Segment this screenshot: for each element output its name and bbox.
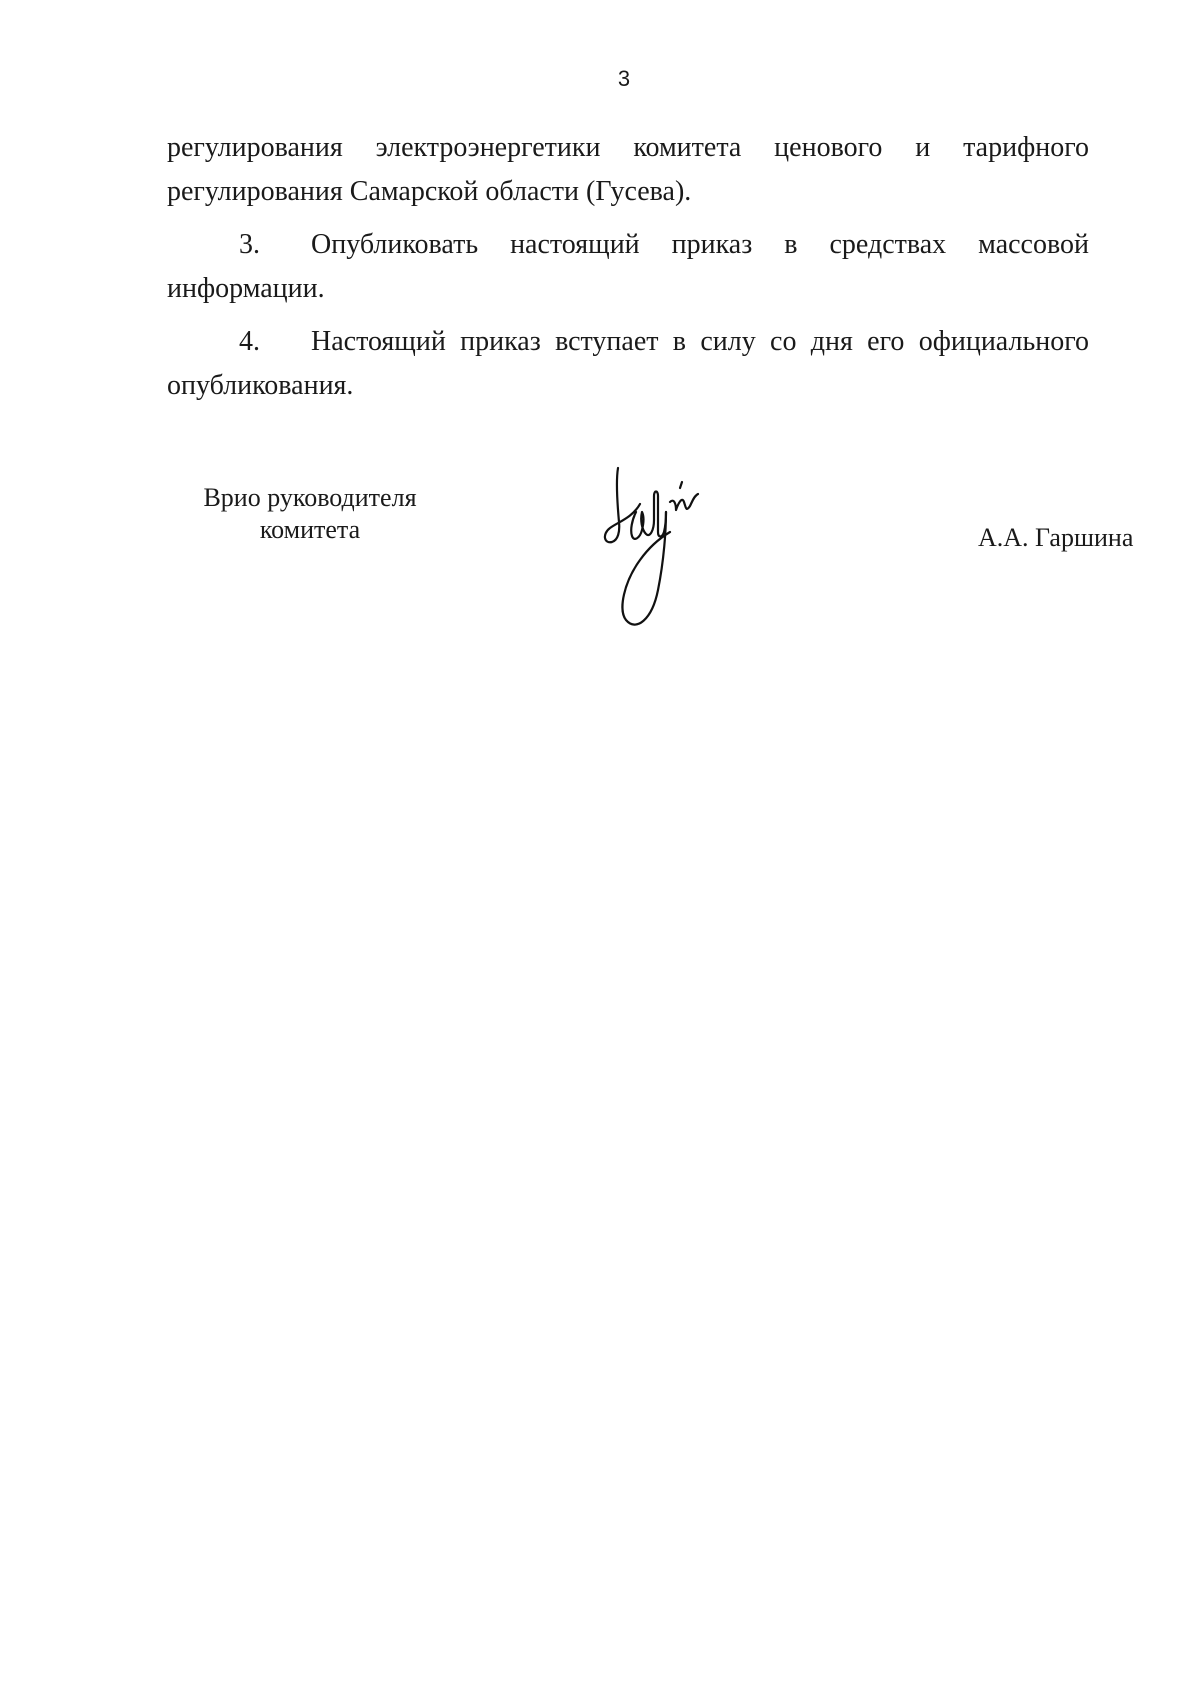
paragraph-item-4 bbox=[167, 320, 1089, 407]
position-line-1: Врио руководителя bbox=[203, 483, 417, 512]
handwritten-signature bbox=[596, 460, 706, 640]
paragraph-continuation bbox=[167, 126, 1089, 213]
document-body bbox=[167, 126, 1089, 417]
paragraph-text: Опубликовать настоящий приказ в средствах массовой информации. bbox=[167, 229, 1089, 304]
paragraph-item-3 bbox=[167, 223, 1089, 310]
page-number: 3 bbox=[617, 66, 631, 91]
signer-name: А.А. Гаршина bbox=[978, 523, 1134, 552]
paragraph-number: 4. bbox=[239, 326, 260, 357]
position-line-2: комитета bbox=[259, 515, 361, 544]
paragraph-text: Настоящий приказ вступает в силу со дня его официального опубликования. bbox=[167, 326, 1089, 401]
paragraph-number: 3. bbox=[239, 229, 260, 260]
signatory-position bbox=[160, 482, 460, 546]
paragraph-text: регулирования электроэнергетики комитета ценового и тарифного регулирования Самарской области (Гусева). bbox=[167, 132, 1089, 207]
